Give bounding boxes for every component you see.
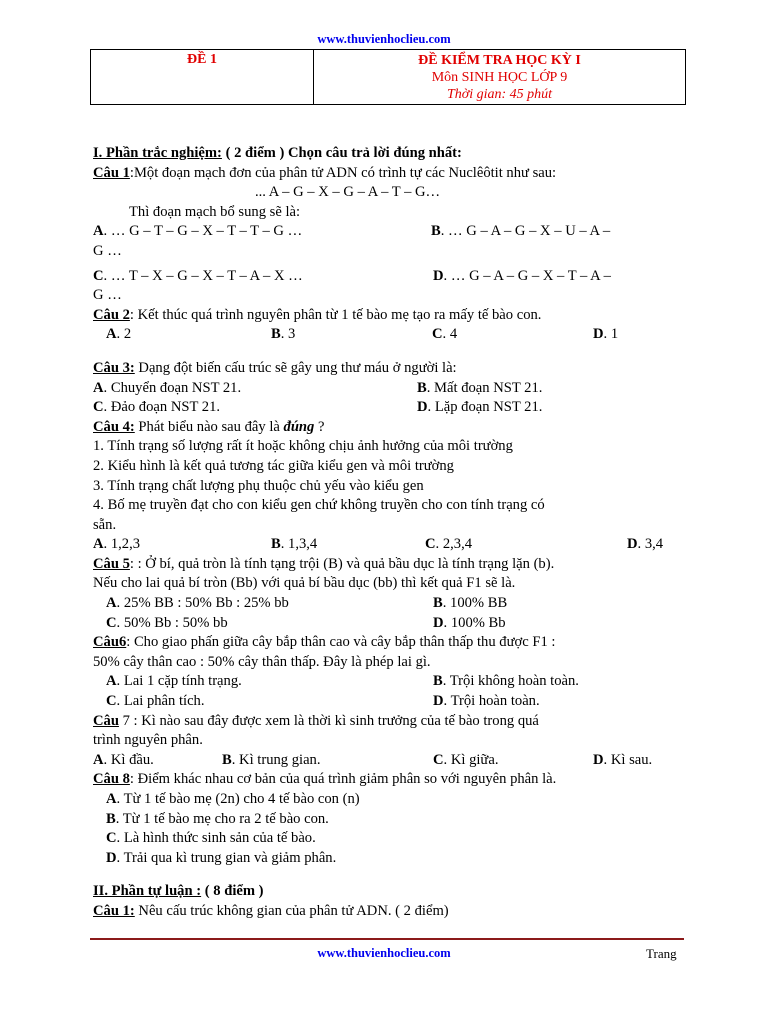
exam-header-table <box>90 49 686 105</box>
q8-option-c: C. Là hình thức sinh sản của tế bào. <box>106 830 316 847</box>
q3-options-cd: C. Đảo đoạn NST 21. D. Lặp đoạn NST 21. <box>93 399 543 416</box>
q6-options-ab: A. Lai 1 cặp tính trạng. B. Trội không hoàn toàn. <box>106 673 579 690</box>
page-label: Trang <box>646 946 677 961</box>
section1-heading: I. Phần trắc nghiệm: ( 2 điểm ) Chọn câu trả lời đúng nhất: <box>93 145 462 161</box>
question-6-cont: 50% cây thân cao : 50% cây thân thấp. Đây là phép lai gì. <box>93 653 431 670</box>
site-url-top[interactable]: www.thuvienhoclieu.com <box>317 32 451 46</box>
q6-options-cd: C. Lai phân tích. D. Trội hoàn toàn. <box>106 693 540 710</box>
q4-statement-4: 4. Bố mẹ truyền đạt cho con kiểu gen chứ không truyền cho con tính trạng có <box>93 497 545 514</box>
q8-option-d: D. Trải qua kì trung gian và giảm phân. <box>106 849 337 866</box>
essay-question-1: Câu 1: Nêu cấu trúc không gian của phân tử ADN. ( 2 điểm) <box>93 902 449 919</box>
q2-options: A. 2 B. 3 C. 4 D. 1 <box>106 326 619 343</box>
question-1: Câu 1:Một đoạn mạch đơn của phân tử ADN có trình tự các Nuclêôtit như sau: <box>93 164 557 181</box>
q3-options-ab: A. Chuyển đoạn NST 21. B. Mất đoạn NST 21. <box>93 379 543 396</box>
exam-body <box>93 144 678 922</box>
footer-divider <box>90 938 684 940</box>
exam-title-cell <box>314 50 685 104</box>
q4-statement-1: 1. Tính trạng số lượng rất ít hoặc không chịu ảnh hưởng của môi trường <box>93 438 513 455</box>
q1-sequence: ... A – G – X – G – A – T – G… <box>255 184 441 201</box>
q4-statement-2: 2. Kiểu hình là kết quả tương tác giữa kiểu gen và môi trường <box>93 457 454 474</box>
q5-options-cd: C. 50% Bb : 50% bb D. 100% Bb <box>106 614 506 631</box>
q5-options-ab: A. 25% BB : 50% Bb : 25% bb B. 100% BB <box>106 595 508 612</box>
q1-options-ab: A. … G – T – G – X – T – T – G … B. … G – A – G – X – U – A – <box>93 223 611 240</box>
question-8: Câu 8: Điểm khác nhau cơ bản của quá trình giảm phân so với nguyên phân là. <box>93 771 557 788</box>
question-5: Câu 5: : Ở bí, quả tròn là tính tạng trội (B) và quả bầu dục là tính trạng lặn (b). <box>93 555 555 572</box>
question-7-cont: trình nguyên phân. <box>93 732 203 749</box>
q4-options: A. 1,2,3 B. 1,3,4 C. 2,3,4 D. 3,4 <box>93 536 664 553</box>
q1-option-d-cont: G … <box>93 287 122 304</box>
question-7: Câu 7 : Kì nào sau đây được xem là thời kì sinh trưởng của tế bào trong quá <box>93 712 539 729</box>
q1-options-cd: C. … T – X – G – X – T – A – X … D. … G – A – G – X – T – A – <box>93 267 611 284</box>
question-5-cont: Nếu cho lai quả bí tròn (Bb) với quả bí bầu dục (bb) thì kết quả F1 sẽ là. <box>93 575 516 592</box>
exam-title: ĐỀ KIỂM TRA HỌC KỲ I <box>418 53 581 68</box>
question-2: Câu 2: Kết thúc quá trình nguyên phân từ 1 tế bào mẹ tạo ra mấy tế bào con. <box>93 306 542 323</box>
question-3: Câu 3: Dạng đột biến cấu trúc sẽ gây ung thư máu ở người là: <box>93 359 457 376</box>
question-6: Câu6: Cho giao phấn giữa cây bắp thân cao và cây bắp thân thấp thu được F1 : <box>93 634 556 651</box>
exam-code: ĐỀ 1 <box>91 50 314 104</box>
q4-statement-3: 3. Tính trạng chất lượng phụ thuộc chủ yếu vào kiểu gen <box>93 477 424 494</box>
section2-heading: II. Phần tự luận : ( 8 điểm ) <box>93 883 264 900</box>
q4-statement-4-cont: sẵn. <box>93 516 117 533</box>
question-4: Câu 4: Phát biểu nào sau đây là đúng ? <box>93 418 325 435</box>
q1-option-b-cont: G … <box>93 242 122 259</box>
site-url-bottom[interactable]: www.thuvienhoclieu.com <box>317 946 451 960</box>
q7-options: A. Kì đầu. B. Kì trung gian. C. Kì giữa. D. Kì sau. <box>93 751 653 768</box>
q8-option-a: A. Từ 1 tế bào mẹ (2n) cho 4 tế bào con (n) <box>106 791 360 807</box>
q1-prompt: Thì đoạn mạch bổ sung sẽ là: <box>129 203 301 220</box>
exam-time: Thời gian: 45 phút <box>446 87 553 102</box>
q8-option-b: B. Từ 1 tế bào mẹ cho ra 2 tế bào con. <box>106 810 329 827</box>
exam-subject: Môn SINH HỌC LỚP 9 <box>431 70 568 85</box>
